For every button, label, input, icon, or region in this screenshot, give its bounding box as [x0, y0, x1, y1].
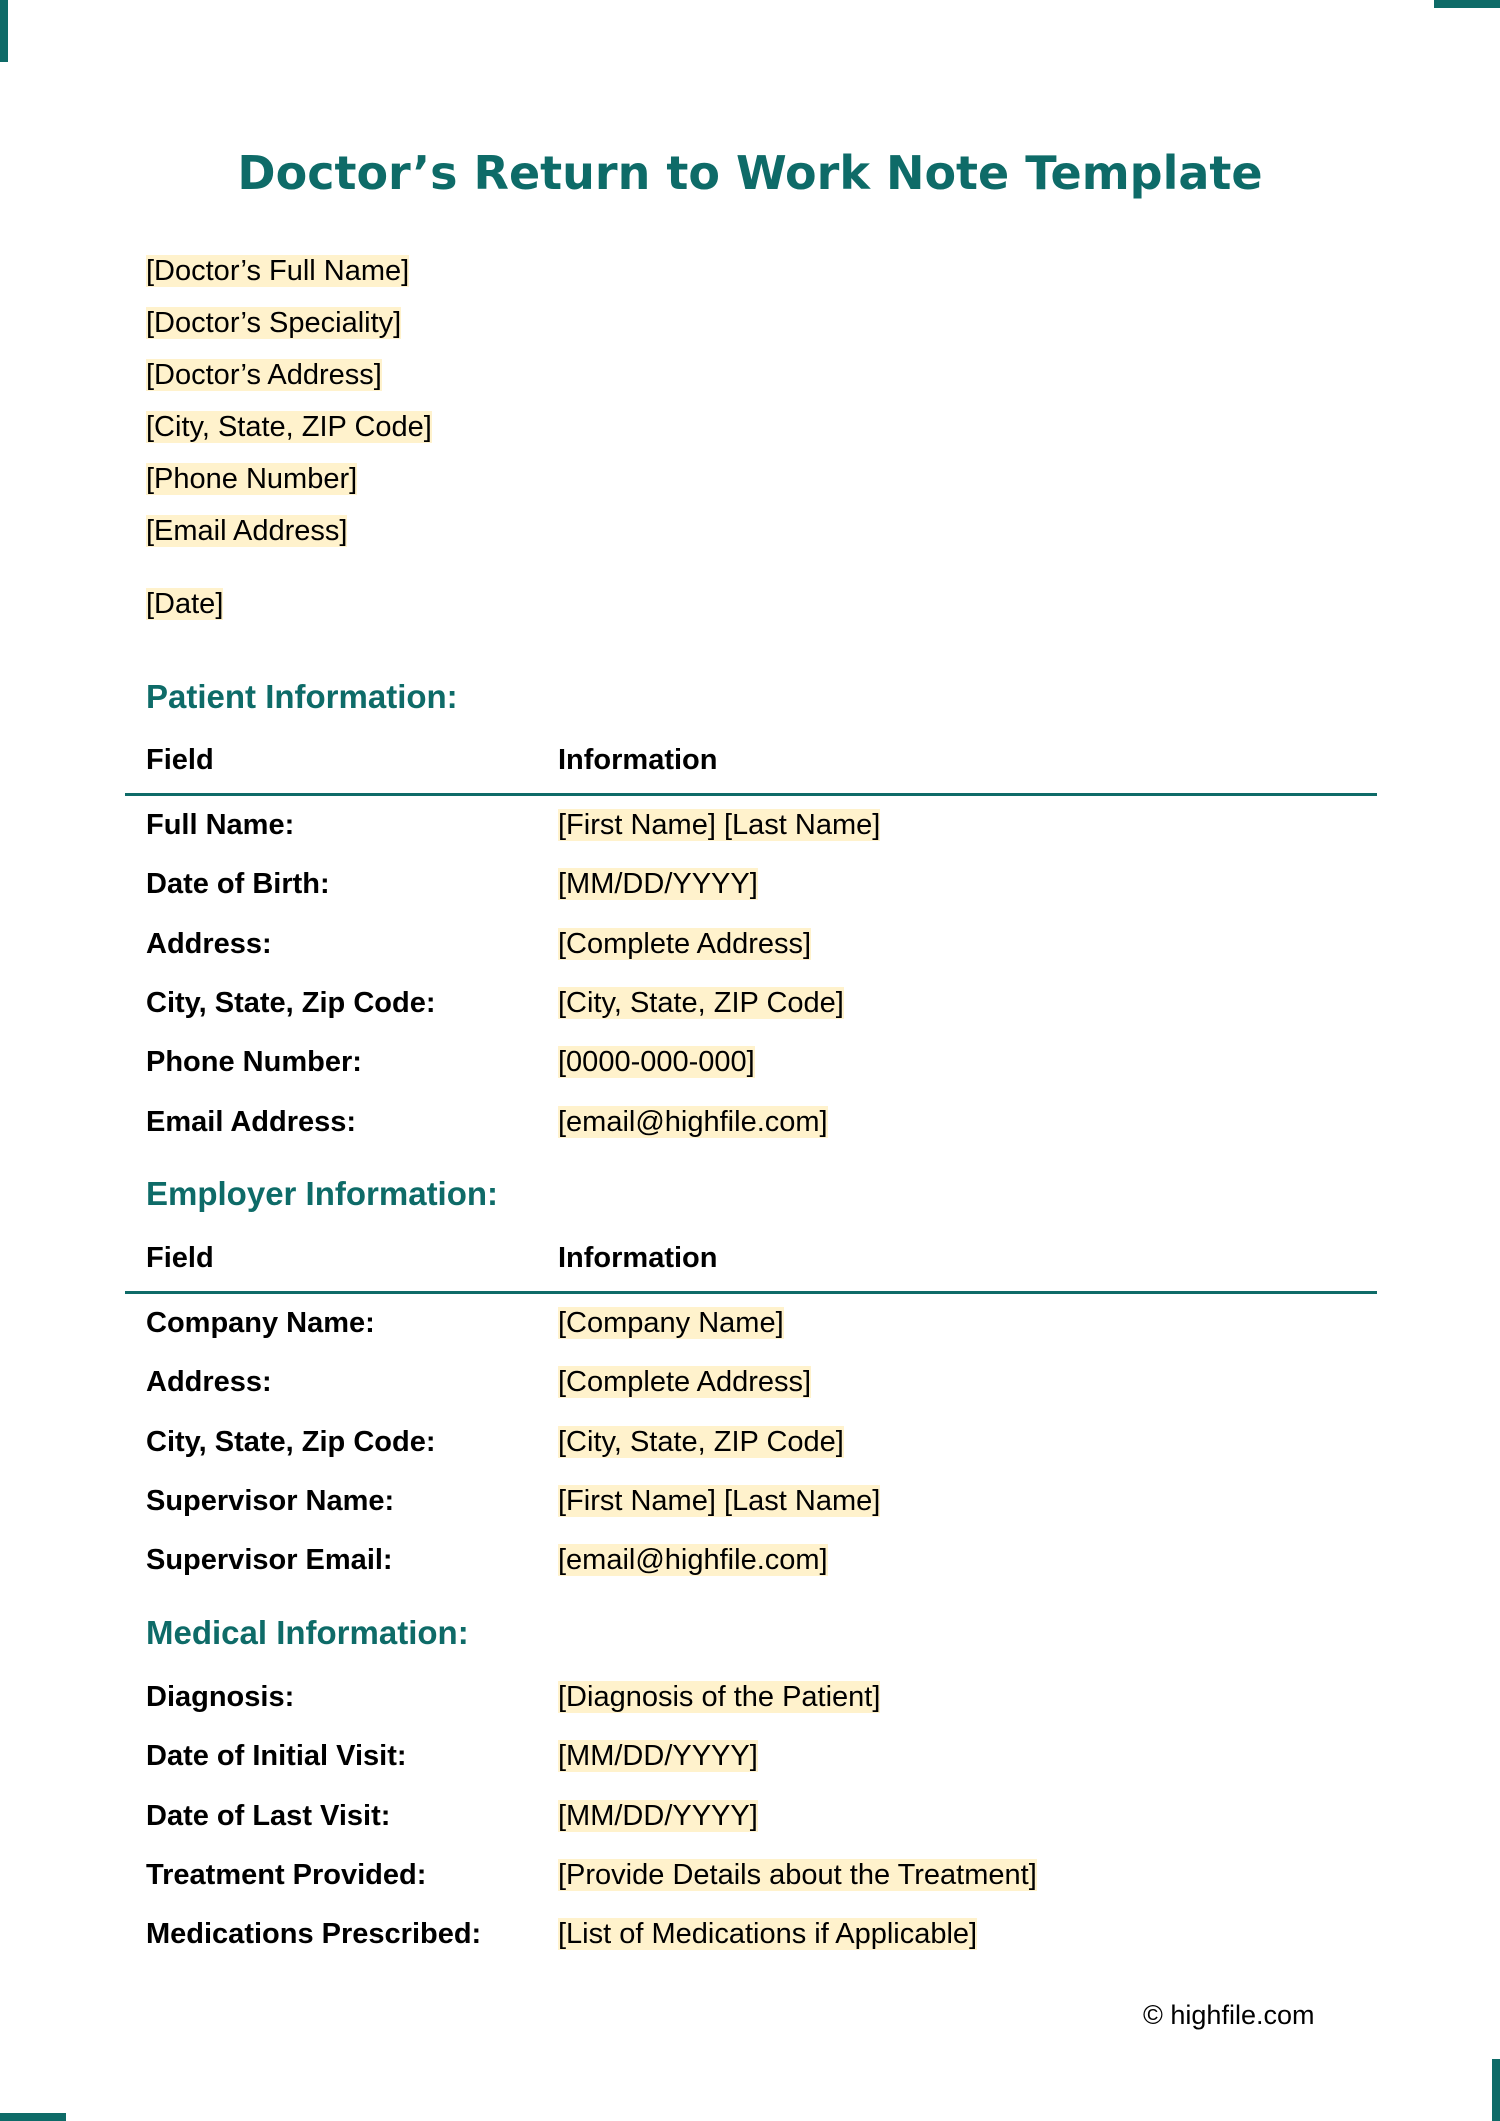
field-label: Supervisor Name:: [146, 1485, 395, 1518]
doctor-city-state-zip[interactable]: [City, State, ZIP Code]: [146, 411, 432, 443]
table-row: [125, 1846, 1377, 1905]
doctor-info-line: [146, 354, 432, 406]
field-label: Diagnosis:: [146, 1681, 295, 1714]
field-value[interactable]: [City, State, ZIP Code]: [558, 987, 844, 1020]
field-label: Treatment Provided:: [146, 1859, 427, 1892]
table-row: [125, 1668, 1377, 1727]
field-label: City, State, Zip Code:: [146, 987, 436, 1020]
patient-table: [125, 728, 1377, 1152]
date-field[interactable]: [Date]: [146, 588, 224, 620]
doctor-email[interactable]: [Email Address]: [146, 515, 348, 547]
field-value[interactable]: [Diagnosis of the Patient]: [558, 1681, 881, 1714]
field-label: Date of Initial Visit:: [146, 1740, 407, 1773]
field-value[interactable]: [email@highfile.com]: [558, 1544, 828, 1577]
table-row: [125, 974, 1377, 1033]
doctor-info-line: [146, 302, 432, 354]
field-label: City, State, Zip Code:: [146, 1425, 436, 1458]
page-title: Doctor’s Return to Work Note Template: [237, 146, 1263, 200]
field-value[interactable]: [First Name] [Last Name]: [558, 1485, 881, 1518]
table-row: [125, 1294, 1377, 1353]
doctor-speciality[interactable]: [Doctor’s Speciality]: [146, 307, 402, 339]
doctor-info-line: [146, 250, 432, 302]
doctor-full-name[interactable]: [Doctor’s Full Name]: [146, 255, 410, 287]
corner-accent-top-right: [1434, 0, 1500, 8]
field-label: Date of Birth:: [146, 868, 330, 901]
corner-accent-bottom-right: [1492, 2059, 1500, 2121]
employer-section-title: Employer Information:: [146, 1175, 499, 1212]
patient-section-title: Patient Information:: [146, 678, 458, 715]
table-row: [125, 1353, 1377, 1412]
doctor-info-line: [146, 406, 432, 458]
table-row: [125, 1472, 1377, 1531]
table-row: [125, 1531, 1377, 1590]
doctor-info-block: [146, 250, 432, 562]
field-label: Date of Last Visit:: [146, 1799, 391, 1832]
medical-section-title: Medical Information:: [146, 1614, 469, 1651]
field-value[interactable]: [0000-000-000]: [558, 1046, 755, 1079]
employer-table: [125, 1226, 1377, 1590]
corner-accent-top-left: [0, 0, 8, 62]
field-label: Supervisor Email:: [146, 1544, 393, 1577]
field-value[interactable]: [MM/DD/YYYY]: [558, 1799, 758, 1832]
field-value[interactable]: [Complete Address]: [558, 1366, 812, 1399]
header-info: Information: [558, 744, 718, 776]
header-info: Information: [558, 1242, 718, 1274]
copyright-footer: © highfile.com: [1143, 2000, 1315, 2030]
table-row: [125, 1905, 1377, 1964]
field-label: Address:: [146, 927, 272, 960]
field-value[interactable]: [First Name] [Last Name]: [558, 809, 881, 842]
table-header: [125, 728, 1377, 796]
table-row: [125, 1787, 1377, 1846]
field-label: Company Name:: [146, 1307, 375, 1340]
field-value[interactable]: [Complete Address]: [558, 927, 812, 960]
field-label: Email Address:: [146, 1105, 357, 1138]
field-value[interactable]: [List of Medications if Applicable]: [558, 1918, 978, 1951]
date-line: [146, 583, 223, 625]
doctor-address[interactable]: [Doctor’s Address]: [146, 359, 382, 391]
field-value[interactable]: [MM/DD/YYYY]: [558, 1740, 758, 1773]
header-field: Field: [146, 744, 214, 776]
table-row: [125, 1033, 1377, 1092]
table-row: [125, 1413, 1377, 1472]
doctor-info-line: [146, 458, 432, 510]
doctor-phone[interactable]: [Phone Number]: [146, 463, 358, 495]
field-value[interactable]: [City, State, ZIP Code]: [558, 1425, 844, 1458]
header-field: Field: [146, 1242, 214, 1274]
field-label: Phone Number:: [146, 1046, 362, 1079]
table-header: [125, 1226, 1377, 1294]
field-label: Address:: [146, 1366, 272, 1399]
table-row: [125, 855, 1377, 914]
medical-table: [125, 1668, 1377, 1964]
table-row: [125, 796, 1377, 855]
field-value[interactable]: [Provide Details about the Treatment]: [558, 1859, 1037, 1892]
doctor-info-line: [146, 510, 432, 562]
field-value[interactable]: [Company Name]: [558, 1307, 784, 1340]
field-value[interactable]: [MM/DD/YYYY]: [558, 868, 758, 901]
table-row: [125, 1727, 1377, 1786]
table-row: [125, 1092, 1377, 1151]
field-label: Full Name:: [146, 809, 295, 842]
corner-accent-bottom-left: [0, 2113, 66, 2121]
table-row: [125, 915, 1377, 974]
field-label: Medications Prescribed:: [146, 1918, 482, 1951]
field-value[interactable]: [email@highfile.com]: [558, 1105, 828, 1138]
